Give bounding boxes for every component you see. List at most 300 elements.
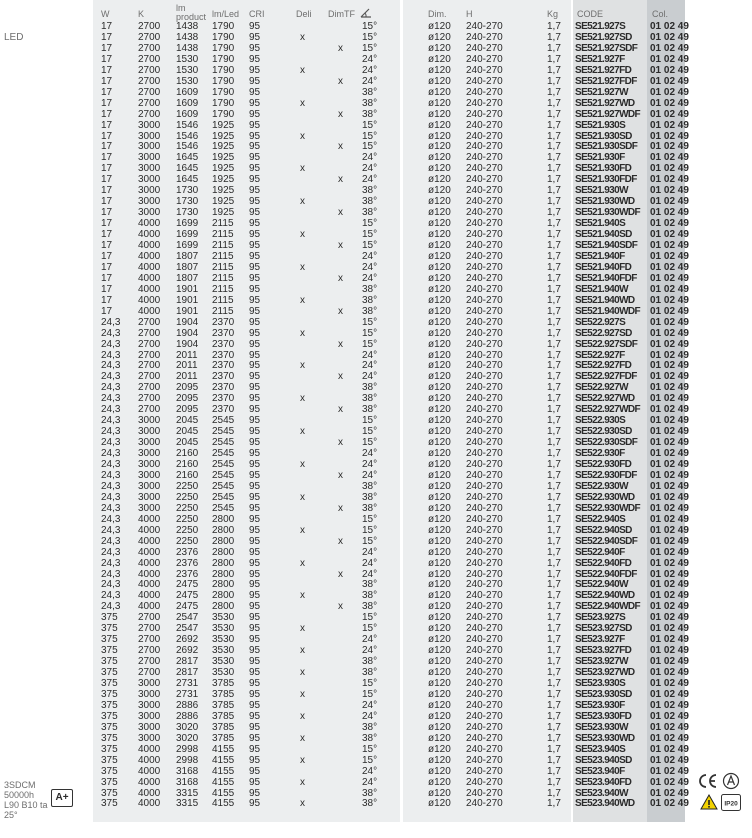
cell-cri: 95	[249, 349, 261, 361]
table-row	[0, 196, 752, 207]
cell-lm-led: 2545	[212, 437, 235, 449]
cell-diameter: ø120	[428, 152, 451, 164]
cell-weight: 1,7	[547, 634, 561, 646]
cell-lm-led: 2370	[212, 349, 235, 361]
cell-cri: 95	[249, 448, 261, 460]
cell-color-code: 01 02 49	[650, 688, 689, 700]
cell-height: 240-270	[466, 710, 503, 722]
footer-lifetime: 50000h	[4, 790, 35, 800]
table-row	[0, 360, 752, 371]
cell-lm-product: 2095	[176, 404, 199, 416]
cell-beam-angle: 24°	[362, 152, 378, 164]
cell-color-code: 01 02 49	[650, 294, 689, 306]
cell-height: 240-270	[466, 75, 503, 87]
cell-product-code: SE522.930SDF	[575, 437, 638, 449]
cell-height: 240-270	[466, 415, 503, 427]
cell-color-code: 01 02 49	[650, 75, 689, 87]
cell-lm-led: 4155	[212, 765, 235, 777]
cell-diameter: ø120	[428, 130, 451, 142]
cell-beam-angle: 38°	[362, 86, 378, 98]
cell-height: 240-270	[466, 480, 503, 492]
cell-lm-product: 2250	[176, 524, 199, 536]
cell-weight: 1,7	[547, 141, 561, 153]
cell-product-code: SE521.940WD	[575, 294, 635, 306]
cell-color-code: 01 02 49	[650, 535, 689, 547]
cell-product-code: SE522.940W	[575, 579, 628, 591]
cell-lm-product: 2160	[176, 448, 199, 460]
cell-lm-led: 3530	[212, 645, 235, 657]
cell-weight: 1,7	[547, 31, 561, 43]
cell-product-code: SE522.927SD	[575, 327, 632, 339]
cell-beam-angle: 15°	[362, 513, 378, 525]
cell-beam-angle: 15°	[362, 229, 378, 241]
table-row	[0, 459, 752, 470]
cell-beam-angle: 38°	[362, 491, 378, 503]
cell-height: 240-270	[466, 64, 503, 76]
cell-cri: 95	[249, 64, 261, 76]
table-row	[0, 131, 752, 142]
cell-height: 240-270	[466, 349, 503, 361]
cell-watt: 375	[101, 743, 118, 755]
cell-color-code: 01 02 49	[650, 283, 689, 295]
cell-color-code: 01 02 49	[650, 710, 689, 722]
cell-diameter: ø120	[428, 283, 451, 295]
cell-watt: 375	[101, 612, 118, 624]
cell-cri: 95	[249, 360, 261, 372]
cell-height: 240-270	[466, 667, 503, 679]
cell-product-code: SE523.927S	[575, 612, 626, 624]
cell-weight: 1,7	[547, 42, 561, 54]
cell-height: 240-270	[466, 623, 503, 635]
cell-lm-led: 2545	[212, 502, 235, 514]
cell-weight: 1,7	[547, 152, 561, 164]
cell-lm-product: 2475	[176, 590, 199, 602]
cell-color-code: 01 02 49	[650, 776, 689, 788]
cell-kelvin: 4000	[138, 776, 161, 788]
cell-cri: 95	[249, 437, 261, 449]
cell-product-code: SE523.927F	[575, 634, 625, 646]
cell-watt: 17	[101, 141, 113, 153]
cell-diameter: ø120	[428, 53, 451, 65]
cell-weight: 1,7	[547, 229, 561, 241]
cell-lm-product: 1645	[176, 152, 199, 164]
cell-lm-product: 1807	[176, 272, 199, 284]
cell-beam-angle: 38°	[362, 185, 378, 197]
cell-kelvin: 4000	[138, 765, 161, 777]
table-row	[0, 612, 752, 623]
cell-beam-angle: 15°	[362, 42, 378, 54]
cell-height: 240-270	[466, 568, 503, 580]
cell-color-code: 01 02 49	[650, 316, 689, 328]
cell-watt: 24,3	[101, 393, 121, 405]
cell-deli-mark: x	[300, 623, 305, 635]
table-row	[0, 525, 752, 536]
cell-product-code: SE521.930WDF	[575, 207, 641, 219]
table-row	[0, 415, 752, 426]
table-row	[0, 700, 752, 711]
cell-deli-mark: x	[300, 64, 305, 76]
cell-height: 240-270	[466, 787, 503, 799]
cell-lm-product: 3315	[176, 787, 199, 799]
cell-kelvin: 3000	[138, 415, 161, 427]
cell-diameter: ø120	[428, 207, 451, 219]
cell-diameter: ø120	[428, 524, 451, 536]
cell-lm-product: 2250	[176, 480, 199, 492]
cell-beam-angle: 38°	[362, 798, 378, 810]
cell-color-code: 01 02 49	[650, 656, 689, 668]
table-row	[0, 251, 752, 262]
cell-cri: 95	[249, 426, 261, 438]
cell-color-code: 01 02 49	[650, 272, 689, 284]
cell-lm-product: 2250	[176, 502, 199, 514]
cell-color-code: 01 02 49	[650, 502, 689, 514]
cell-cri: 95	[249, 743, 261, 755]
cell-cri: 95	[249, 152, 261, 164]
cell-lm-led: 3785	[212, 699, 235, 711]
table-row	[0, 218, 752, 229]
cell-product-code: SE522.927SDF	[575, 338, 638, 350]
cell-beam-angle: 38°	[362, 108, 378, 120]
cell-watt: 17	[101, 240, 113, 251]
cell-kelvin: 2700	[138, 656, 161, 668]
cell-watt: 24,3	[101, 426, 121, 438]
header-lm-led: lm/Led	[212, 9, 240, 19]
table-row	[0, 152, 752, 163]
cell-weight: 1,7	[547, 349, 561, 361]
cell-watt: 17	[101, 174, 113, 186]
cell-cri: 95	[249, 130, 261, 142]
cell-weight: 1,7	[547, 218, 561, 230]
cell-lm-product: 3168	[176, 776, 199, 788]
cell-cri: 95	[249, 218, 261, 230]
cell-diameter: ø120	[428, 360, 451, 372]
cell-kelvin: 2700	[138, 64, 161, 76]
cell-cri: 95	[249, 250, 261, 262]
cell-height: 240-270	[466, 579, 503, 591]
table-row	[0, 645, 752, 656]
cell-cri: 95	[249, 185, 261, 197]
cell-lm-led: 1790	[212, 31, 235, 43]
cell-height: 240-270	[466, 97, 503, 109]
cell-cri: 95	[249, 174, 261, 186]
cell-color-code: 01 02 49	[650, 601, 689, 613]
cell-diameter: ø120	[428, 448, 451, 460]
cell-weight: 1,7	[547, 710, 561, 722]
cell-weight: 1,7	[547, 787, 561, 799]
cell-color-code: 01 02 49	[650, 130, 689, 142]
cell-product-code: SE522.927FD	[575, 360, 632, 372]
cell-lm-product: 2998	[176, 754, 199, 766]
cell-cri: 95	[249, 557, 261, 569]
cell-height: 240-270	[466, 546, 503, 558]
cell-lm-led: 3785	[212, 688, 235, 700]
cell-color-code: 01 02 49	[650, 645, 689, 657]
cell-beam-angle: 15°	[362, 437, 378, 449]
header-col: Col.	[652, 9, 669, 19]
cell-beam-angle: 15°	[362, 21, 378, 32]
cell-height: 240-270	[466, 108, 503, 120]
cell-beam-angle: 38°	[362, 502, 378, 514]
cell-watt: 17	[101, 305, 113, 317]
cell-watt: 24,3	[101, 557, 121, 569]
cell-dimtf-mark: x	[338, 371, 343, 383]
cell-product-code: SE523.940SD	[575, 754, 632, 766]
cell-lm-product: 1901	[176, 283, 199, 295]
category-label: LED	[4, 32, 24, 43]
cell-cri: 95	[249, 338, 261, 350]
cell-lm-led: 2115	[212, 229, 234, 241]
cell-lm-product: 1530	[176, 75, 199, 87]
cell-weight: 1,7	[547, 645, 561, 657]
cell-cri: 95	[249, 42, 261, 54]
cell-weight: 1,7	[547, 524, 561, 536]
cell-height: 240-270	[466, 305, 503, 317]
cell-weight: 1,7	[547, 798, 561, 810]
cell-watt: 375	[101, 787, 118, 799]
cell-watt: 24,3	[101, 382, 121, 394]
cell-kelvin: 2700	[138, 645, 161, 657]
cell-weight: 1,7	[547, 667, 561, 679]
cell-height: 240-270	[466, 754, 503, 766]
cell-height: 240-270	[466, 261, 503, 273]
cell-height: 240-270	[466, 557, 503, 569]
cell-height: 240-270	[466, 53, 503, 65]
cell-height: 240-270	[466, 798, 503, 810]
cell-dimtf-mark: x	[338, 207, 343, 219]
cell-beam-angle: 15°	[362, 754, 378, 766]
cell-beam-angle: 24°	[362, 261, 378, 273]
cell-kelvin: 2700	[138, 316, 161, 328]
cell-lm-product: 2011	[176, 360, 198, 372]
cell-watt: 17	[101, 207, 113, 219]
cell-product-code: SE521.930W	[575, 185, 628, 197]
cell-weight: 1,7	[547, 272, 561, 284]
cell-watt: 17	[101, 185, 113, 197]
cell-lm-led: 2370	[212, 382, 235, 394]
cell-lm-product: 1699	[176, 218, 199, 230]
cell-lm-led: 2800	[212, 524, 235, 536]
cell-lm-led: 2800	[212, 579, 235, 591]
cell-lm-product: 2250	[176, 491, 199, 503]
cell-kelvin: 2700	[138, 667, 161, 679]
cell-kelvin: 3000	[138, 710, 161, 722]
cell-product-code: SE523.927WD	[575, 667, 635, 679]
cell-watt: 24,3	[101, 568, 121, 580]
cell-beam-angle: 38°	[362, 667, 378, 679]
cell-deli-mark: x	[300, 360, 305, 372]
table-row	[0, 120, 752, 131]
cell-beam-angle: 15°	[362, 141, 378, 153]
cell-product-code: SE521.940S	[575, 218, 626, 230]
cell-color-code: 01 02 49	[650, 393, 689, 405]
cell-product-code: SE523.927W	[575, 656, 628, 668]
cell-height: 240-270	[466, 338, 503, 350]
table-row	[0, 733, 752, 744]
cell-kelvin: 4000	[138, 261, 161, 273]
cell-weight: 1,7	[547, 261, 561, 273]
table-row	[0, 558, 752, 569]
cell-weight: 1,7	[547, 754, 561, 766]
cell-color-code: 01 02 49	[650, 426, 689, 438]
header-kg: Kg	[547, 9, 559, 19]
cell-product-code: SE523.927FD	[575, 645, 632, 657]
cell-lm-product: 2376	[176, 557, 199, 569]
cell-product-code: SE521.927FDF	[575, 75, 637, 87]
cell-color-code: 01 02 49	[650, 765, 689, 777]
table-row	[0, 788, 752, 799]
cell-lm-led: 1790	[212, 97, 235, 109]
cell-lm-product: 2692	[176, 645, 199, 657]
cell-weight: 1,7	[547, 732, 561, 744]
cell-beam-angle: 38°	[362, 393, 378, 405]
cell-cri: 95	[249, 579, 261, 591]
cell-diameter: ø120	[428, 250, 451, 262]
cell-cri: 95	[249, 371, 261, 383]
cell-diameter: ø120	[428, 546, 451, 558]
cell-lm-led: 1925	[212, 119, 235, 131]
cell-cri: 95	[249, 327, 261, 339]
cell-lm-led: 2370	[212, 404, 235, 416]
cell-watt: 24,3	[101, 469, 121, 481]
cell-diameter: ø120	[428, 459, 451, 470]
cell-product-code: SE522.940WD	[575, 590, 635, 602]
cell-weight: 1,7	[547, 97, 561, 109]
cell-watt: 375	[101, 732, 118, 744]
cell-weight: 1,7	[547, 491, 561, 503]
cell-color-code: 01 02 49	[650, 491, 689, 503]
cell-lm-product: 1904	[176, 338, 199, 350]
cell-cri: 95	[249, 754, 261, 766]
cell-color-code: 01 02 49	[650, 261, 689, 273]
cell-diameter: ø120	[428, 612, 451, 624]
cell-lm-led: 2370	[212, 393, 235, 405]
cell-diameter: ø120	[428, 261, 451, 273]
cell-diameter: ø120	[428, 732, 451, 744]
cell-color-code: 01 02 49	[650, 119, 689, 131]
cell-deli-mark: x	[300, 524, 305, 536]
cell-watt: 375	[101, 688, 118, 700]
cell-lm-product: 2731	[176, 688, 199, 700]
cell-watt: 17	[101, 86, 113, 98]
cell-diameter: ø120	[428, 371, 451, 383]
cell-dimtf-mark: x	[338, 141, 343, 153]
cell-diameter: ø120	[428, 404, 451, 416]
cell-lm-led: 4155	[212, 743, 235, 755]
cell-deli-mark: x	[300, 393, 305, 405]
cell-color-code: 01 02 49	[650, 86, 689, 98]
cell-product-code: SE521.940FDF	[575, 272, 637, 284]
cell-diameter: ø120	[428, 393, 451, 405]
cell-height: 240-270	[466, 721, 503, 733]
cell-watt: 24,3	[101, 349, 121, 361]
cell-kelvin: 2700	[138, 349, 161, 361]
cell-weight: 1,7	[547, 119, 561, 131]
cell-lm-product: 1546	[176, 119, 199, 131]
table-row	[0, 65, 752, 76]
cell-weight: 1,7	[547, 415, 561, 427]
cell-product-code: SE521.927SD	[575, 31, 632, 43]
cell-diameter: ø120	[428, 743, 451, 755]
cell-watt: 17	[101, 97, 113, 109]
cell-product-code: SE522.940FDF	[575, 568, 637, 580]
cell-watt: 17	[101, 31, 113, 43]
ce-mark-icon	[698, 773, 718, 794]
cell-diameter: ø120	[428, 163, 451, 175]
cell-weight: 1,7	[547, 382, 561, 394]
cell-cri: 95	[249, 207, 261, 219]
cell-color-code: 01 02 49	[650, 787, 689, 799]
cell-lm-product: 1530	[176, 53, 199, 65]
cell-diameter: ø120	[428, 382, 451, 394]
cell-lm-product: 1438	[176, 42, 199, 54]
cell-weight: 1,7	[547, 86, 561, 98]
cell-beam-angle: 15°	[362, 623, 378, 635]
cell-lm-led: 2115	[212, 218, 234, 230]
cell-lm-led: 1790	[212, 108, 235, 120]
cell-cri: 95	[249, 163, 261, 175]
cell-diameter: ø120	[428, 349, 451, 361]
cell-diameter: ø120	[428, 688, 451, 700]
cell-watt: 17	[101, 272, 113, 284]
a-circle-icon	[722, 772, 740, 795]
cell-cri: 95	[249, 86, 261, 98]
cell-color-code: 01 02 49	[650, 546, 689, 558]
cell-lm-product: 3168	[176, 765, 199, 777]
cell-color-code: 01 02 49	[650, 152, 689, 164]
cell-watt: 17	[101, 75, 113, 87]
cell-lm-led: 3785	[212, 721, 235, 733]
cell-kelvin: 4000	[138, 305, 161, 317]
cell-lm-led: 2370	[212, 338, 235, 350]
cell-kelvin: 4000	[138, 272, 161, 284]
cell-beam-angle: 24°	[362, 699, 378, 711]
cell-cri: 95	[249, 459, 261, 470]
cell-color-code: 01 02 49	[650, 623, 689, 635]
cell-lm-product: 1609	[176, 86, 199, 98]
cell-color-code: 01 02 49	[650, 349, 689, 361]
cell-product-code: SE522.927S	[575, 316, 626, 328]
cell-dimtf-mark: x	[338, 502, 343, 514]
cell-kelvin: 4000	[138, 590, 161, 602]
cell-cri: 95	[249, 393, 261, 405]
cell-kelvin: 4000	[138, 218, 161, 230]
cell-weight: 1,7	[547, 437, 561, 449]
cell-deli-mark: x	[300, 130, 305, 142]
cell-color-code: 01 02 49	[650, 699, 689, 711]
cell-deli-mark: x	[300, 798, 305, 810]
cell-product-code: SE523.930SD	[575, 688, 632, 700]
cell-height: 240-270	[466, 732, 503, 744]
cell-watt: 375	[101, 699, 118, 711]
cell-weight: 1,7	[547, 480, 561, 492]
cell-kelvin: 3000	[138, 152, 161, 164]
header-watt: W	[101, 9, 110, 19]
cell-diameter: ø120	[428, 776, 451, 788]
cell-color-code: 01 02 49	[650, 415, 689, 427]
cell-lm-product: 1438	[176, 31, 199, 43]
cell-diameter: ø120	[428, 119, 451, 131]
cell-product-code: SE521.927WDF	[575, 108, 641, 120]
cell-lm-product: 1901	[176, 294, 199, 306]
cell-watt: 375	[101, 710, 118, 722]
table-row	[0, 404, 752, 415]
cell-watt: 24,3	[101, 502, 121, 514]
cell-beam-angle: 24°	[362, 371, 378, 383]
cell-height: 240-270	[466, 163, 503, 175]
cell-product-code: SE523.930WD	[575, 732, 635, 744]
cell-height: 240-270	[466, 174, 503, 186]
cell-cri: 95	[249, 283, 261, 295]
